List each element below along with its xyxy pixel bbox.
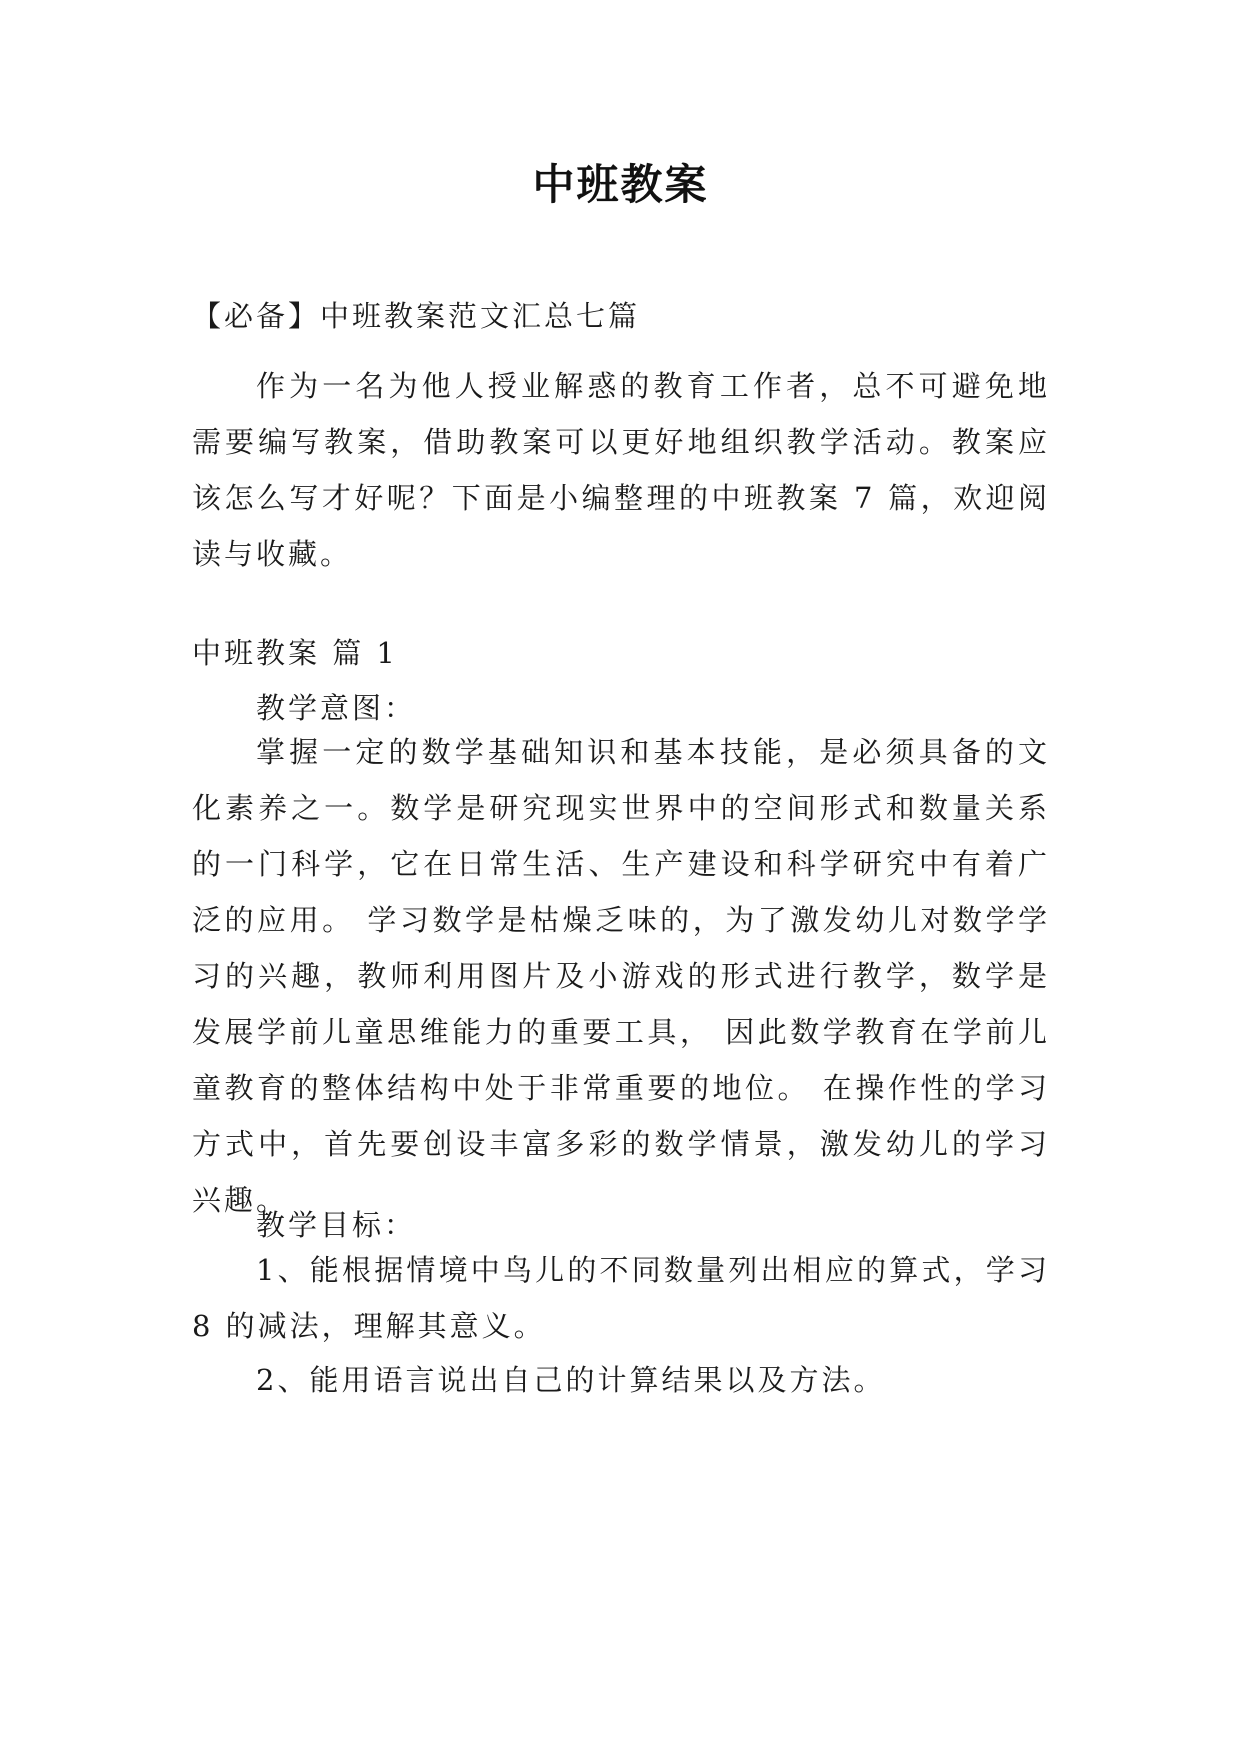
section-heading: 中班教案 篇 1 bbox=[192, 636, 398, 670]
document-title: 中班教案 bbox=[532, 160, 709, 209]
intro-paragraph: 作为一名为他人授业解惑的教育工作者，总不可避免地需要编写教案，借助教案可以更好地组织教学活动。教案应该怎么写才好呢？下面是小编整理的中班教案 7 篇，欢迎阅读与收藏。 bbox=[192, 369, 1050, 571]
goals-label: 教学目标： bbox=[256, 1208, 417, 1242]
intent-paragraph: 掌握一定的数学基础知识和基本技能，是必须具备的文化素养之一。数学是研究现实世界中的空间形式和数量关系的一门科学，它在日常生活、生产建设和科学研究中有着广泛的应用。 学习数学是枯燥乏味的，为了激发幼儿对数学学习的兴趣，教师利用图片及小游戏的形式进行教学，数学是发展学前儿童思维能力的重要工具， 因此数学教育在学前儿童教育的整体结构中处于非常重要的地位。 在操作性的学习方式中，首先要创设丰富多彩的数学情景，激发幼儿的学习兴趣。 bbox=[192, 735, 1050, 1217]
goal-item-2: 2、能用语言说出自己的计算结果以及方法。 bbox=[256, 1363, 886, 1397]
intent-label: 教学意图： bbox=[256, 691, 417, 725]
document-subtitle: 【必备】中班教案范文汇总七篇 bbox=[192, 299, 641, 333]
goal-item-1: 1、能根据情境中鸟儿的不同数量列出相应的算式，学习 8 的减法，理解其意义。 bbox=[192, 1253, 1050, 1343]
